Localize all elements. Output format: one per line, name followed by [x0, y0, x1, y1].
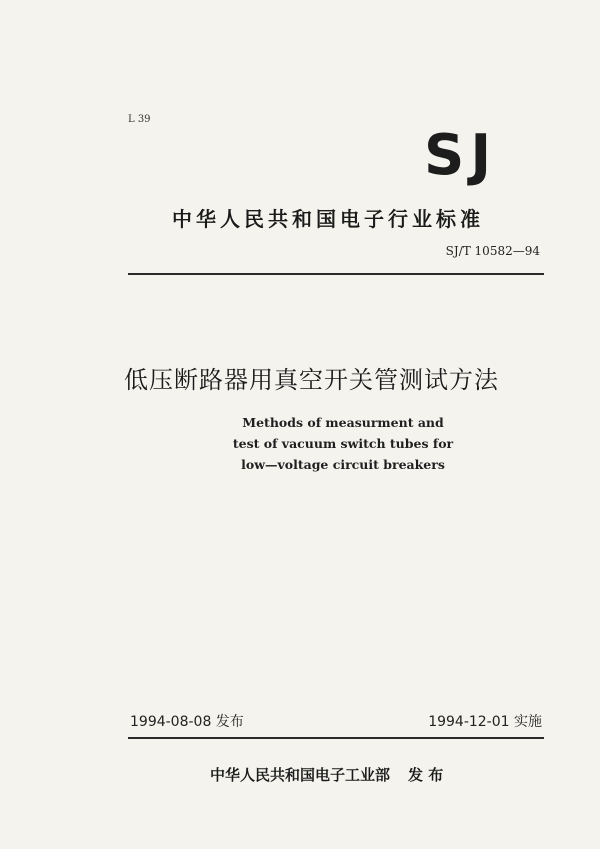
english-title-line: test of vacuum switch tubes for: [232, 436, 454, 451]
document-title-english: [0, 412, 600, 475]
issue-date: 1994-08-08 发布: [130, 714, 244, 730]
classification-code: L 39: [128, 114, 151, 125]
standard-category-title: 中华人民共和国电子行业标准: [172, 207, 484, 231]
standard-number: SJ/T 10582—94: [445, 244, 540, 258]
implementation-date: 1994-12-01 实施: [428, 714, 542, 730]
top-divider: [128, 273, 544, 275]
english-title-line: Methods of measurment and: [242, 415, 444, 430]
issuer-name: 中华人民共和国电子工业部: [210, 766, 391, 784]
issuing-authority: [210, 764, 443, 785]
document-title-chinese: 低压断路器用真空开关管测试方法: [124, 366, 499, 394]
issuer-action: 发 布: [408, 766, 444, 784]
english-title-line: low—voltage circuit breakers: [241, 457, 445, 472]
sj-logo: SJ: [424, 123, 498, 188]
bottom-divider: [128, 737, 544, 739]
